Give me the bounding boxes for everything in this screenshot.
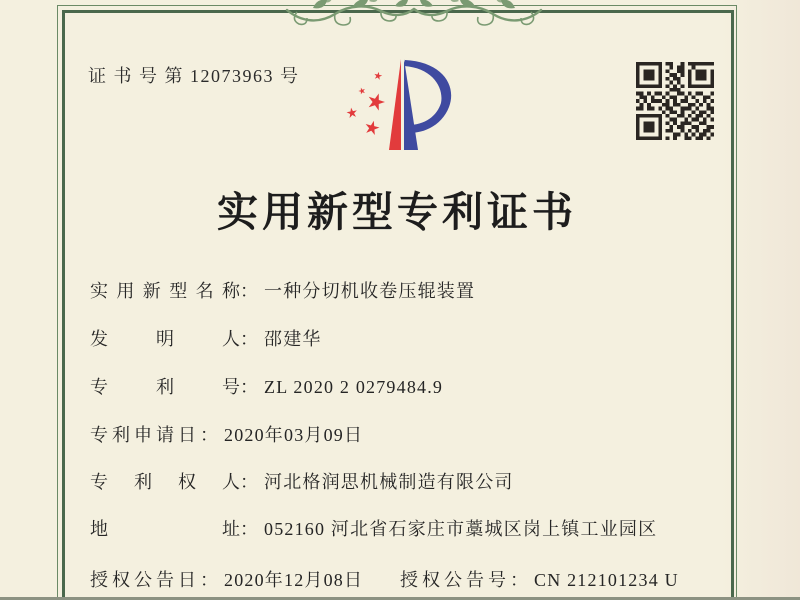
field-label: 发明人 [90,329,240,349]
field-value: 2020年03月09日 [224,425,364,445]
floral-scroll-ornament [283,0,545,28]
field-utility-model-name [90,277,475,303]
logo-stars [346,71,387,136]
certificate-title: 实用新型专利证书 [217,189,577,235]
field-value: CN 212101234 U [534,570,679,590]
field-label: 授权公告日 [90,570,200,590]
certificate-number: 证 书 号 第 12073963 号 [88,66,300,86]
colon: ： [510,570,528,590]
field-value: 052160 河北省石家庄市藁城区岗上镇工业园区 [264,519,658,539]
field-grant-date [90,566,679,592]
field-label: 实用新型名称 [90,281,240,301]
field-value: 一种分切机收卷压辊装置 [264,281,476,301]
field-patent-number [90,373,443,399]
colon: ： [240,519,258,539]
colon: ： [240,329,258,349]
colon: ： [240,377,258,397]
field-value: 邵建华 [264,329,322,349]
colon: ： [240,281,258,301]
field-label: 授权公告号 [400,570,510,590]
field-label: 专利申请日 [90,425,200,445]
field-label: 专利权人 [90,472,240,492]
field-patentee [90,468,514,494]
field-value: 2020年12月08日 [224,570,364,590]
logo-red-cone [389,59,401,150]
field-filing-date [90,421,363,447]
logo-blue-stem [404,59,418,150]
field-label: 专利号 [90,377,240,397]
cnipa-logo-icon [344,54,458,158]
colon: ： [240,472,258,492]
colon: ： [200,425,218,445]
field-address [90,515,657,541]
field-value: ZL 2020 2 0279484.9 [264,377,444,397]
field-inventor [90,325,322,351]
qr-code [636,62,714,140]
colon: ： [200,570,218,590]
field-value: 河北格润思机械制造有限公司 [264,472,514,492]
field-grant-number [400,566,679,592]
field-label: 地址 [90,519,240,539]
